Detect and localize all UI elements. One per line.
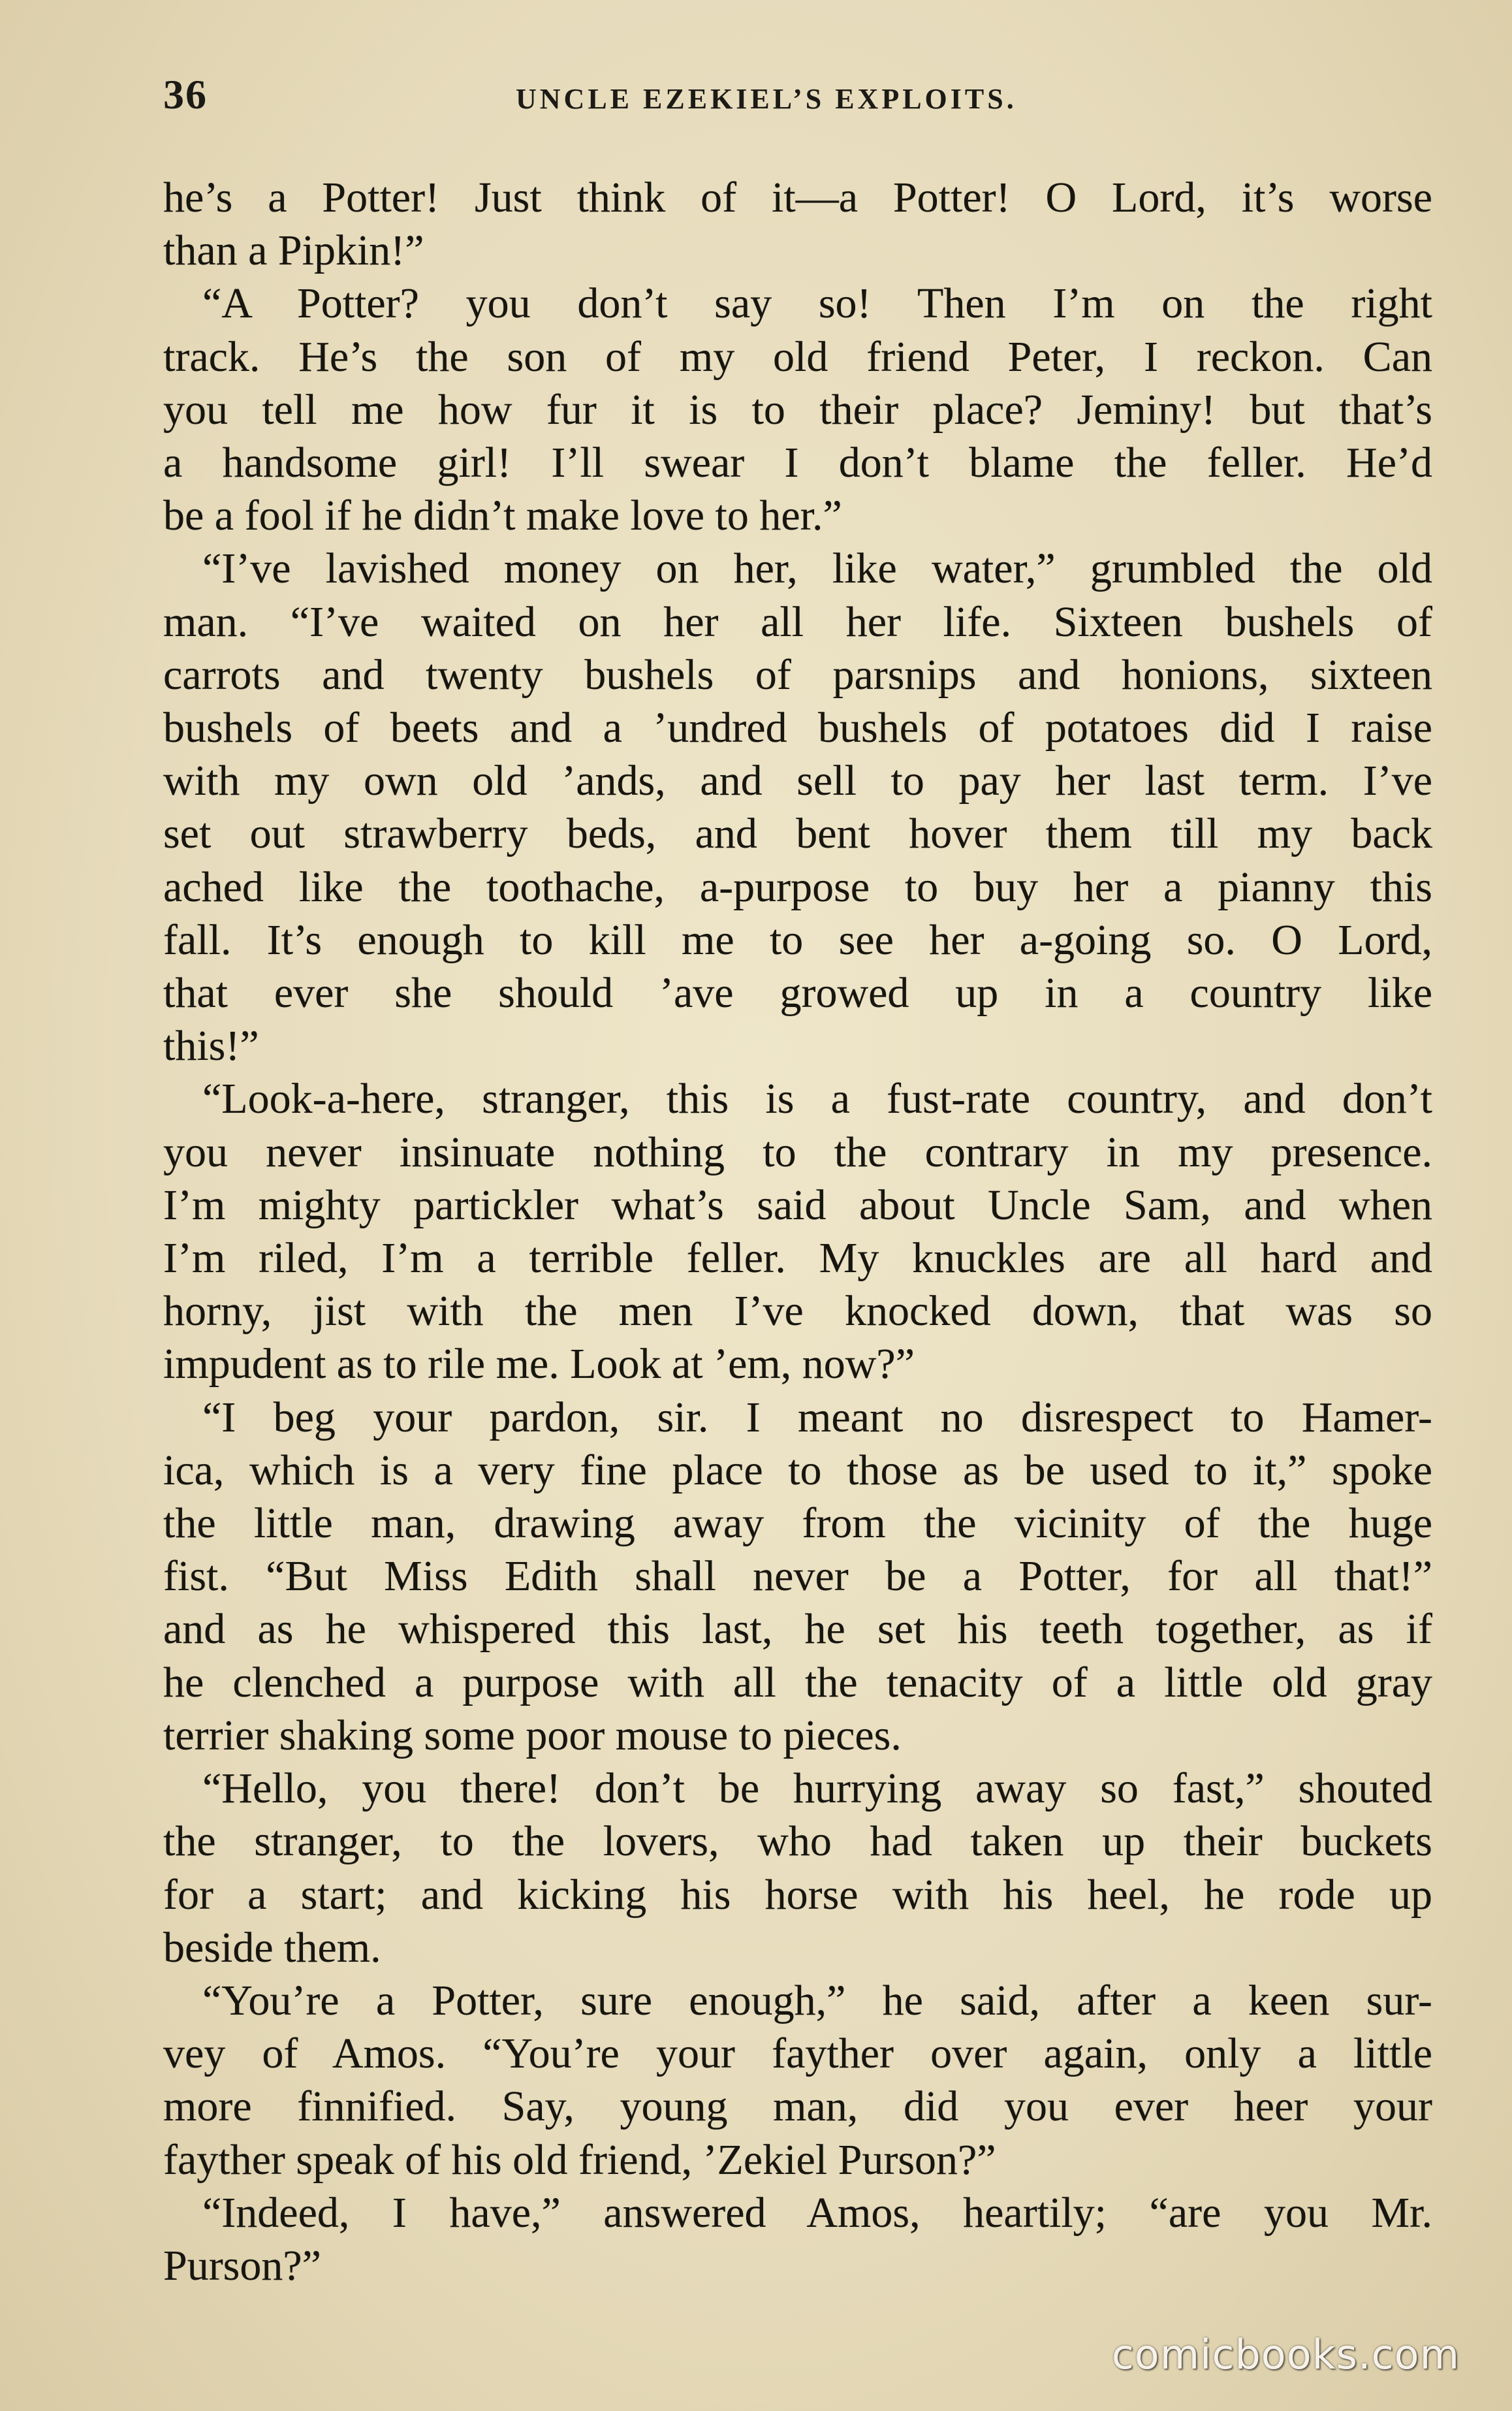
text-line: beside them. bbox=[163, 1923, 381, 1972]
text-line: horny, jist with the men I’ve knocked down, that was so bbox=[163, 1287, 1432, 1335]
watermark: comicbooks.com bbox=[1111, 2331, 1460, 2378]
text-line: this!” bbox=[163, 1022, 259, 1070]
text-line: for a start; and kicking his horse with his heel, he rode up bbox=[163, 1870, 1432, 1919]
text-line: with my own old ’ands, and sell to pay her last term. I’ve bbox=[163, 757, 1432, 805]
text-line: Purson?” bbox=[163, 2241, 321, 2290]
text-line: be a fool if he didn’t make love to her.” bbox=[163, 492, 842, 540]
text-line: “Indeed, I have,” answered Amos, heartily; “are you Mr. bbox=[202, 2188, 1432, 2237]
text-line: and as he whispered this last, he set his teeth together, as if bbox=[163, 1605, 1432, 1653]
running-head: UNCLE EZEKIEL’S EXPLOITS. bbox=[516, 83, 1017, 115]
text-line: he clenched a purpose with all the tenacity of a little old gray bbox=[163, 1658, 1432, 1706]
text-line: “Look-a-here, stranger, this is a fust-rate country, and don’t bbox=[202, 1075, 1432, 1123]
text-line: terrier shaking some poor mouse to pieces. bbox=[163, 1711, 902, 1759]
text-line: carrots and twenty bushels of parsnips and honions, sixteen bbox=[163, 650, 1432, 699]
text-line: I’m riled, I’m a terrible feller. My knuckles are all hard and bbox=[163, 1234, 1432, 1283]
text-line: than a Pipkin!” bbox=[163, 227, 424, 275]
text-line: man. “I’ve waited on her all her life. Sixteen bushels of bbox=[163, 598, 1432, 646]
text-line: set out strawberry beds, and bent hover them till my back bbox=[163, 810, 1432, 858]
text-line: that ever she should ’ave growed up in a country like bbox=[163, 969, 1432, 1017]
text-line: a handsome girl! I’ll swear I don’t blame the feller. He’d bbox=[163, 439, 1432, 487]
text-line: “I’ve lavished money on her, like water,” grumbled the old bbox=[202, 545, 1432, 593]
text-line: vey of Amos. “You’re your fayther over again, only a little bbox=[163, 2030, 1432, 2078]
text-line: fall. It’s enough to kill me to see her a-going so. O Lord, bbox=[163, 916, 1432, 964]
text-line: ached like the toothache, a-purpose to buy her a pianny this bbox=[163, 863, 1432, 911]
text-line: you never insinuate nothing to the contrary in my presence. bbox=[163, 1128, 1432, 1176]
body-text bbox=[163, 171, 1432, 2292]
page-number: 36 bbox=[163, 71, 208, 118]
text-line: “Hello, you there! don’t be hurrying away so fast,” shouted bbox=[202, 1764, 1432, 1813]
text-line: fist. “But Miss Edith shall never be a Potter, for all that!” bbox=[163, 1552, 1432, 1601]
text-line: more finnified. Say, young man, did you ever heer your bbox=[163, 2083, 1432, 2131]
text-line: you tell me how fur it is to their place? Jeminy! but that’s bbox=[163, 385, 1432, 434]
text-line: “You’re a Potter, sure enough,” he said, after a keen sur- bbox=[202, 1976, 1432, 2024]
text-line: track. He’s the son of my old friend Peter, I reckon. Can bbox=[163, 332, 1432, 381]
text-line: the little man, drawing away from the vicinity of the huge bbox=[163, 1499, 1432, 1548]
text-line: he’s a Potter! Just think of it—a Potter! O Lord, it’s worse bbox=[163, 174, 1432, 221]
text-line: “I beg your pardon, sir. I meant no disrespect to Hamer- bbox=[202, 1393, 1432, 1441]
text-line: the stranger, to the lovers, who had taken up their buckets bbox=[163, 1817, 1432, 1866]
text-line: bushels of beets and a ’undred bushels of potatoes did I raise bbox=[163, 704, 1432, 752]
text-line: ica, which is a very fine place to those as be used to it,” spoke bbox=[163, 1446, 1432, 1494]
text-line: fayther speak of his old friend, ’Zekiel Purson?” bbox=[163, 2135, 996, 2184]
text-line: I’m mighty partickler what’s said about Uncle Sam, and when bbox=[163, 1181, 1432, 1229]
page-header bbox=[163, 71, 1427, 129]
text-line: impudent as to rile me. Look at ’em, now?” bbox=[163, 1340, 915, 1388]
text-line: “A Potter? you don’t say so! Then I’m on the right bbox=[202, 279, 1432, 328]
